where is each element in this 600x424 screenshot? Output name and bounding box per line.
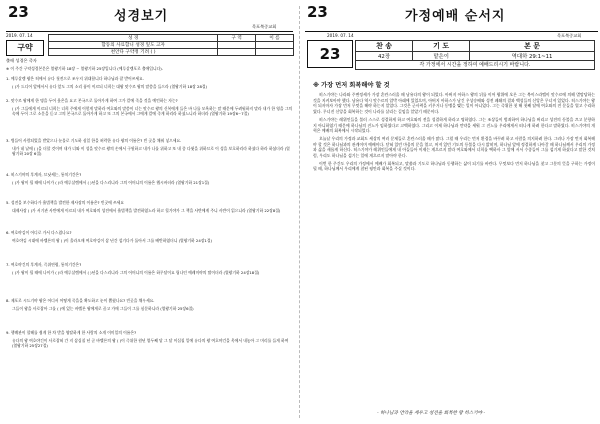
answer-5: 대제사장 ( )가 서기관 사반에게 이르되 내가 여호와의 성전에서 율법책을 발견하였노라 하고 힐기야가 그 책을 사반에게 주니 사반이 읽으니라 (열왕기하 22장8절) xyxy=(12,208,281,213)
answer-1: ( )가 드디어 앞에서서 유다 앞도 그의 소리 품이 이르되 너희는 대왕 앗수르 왕의 말씀을 들으라 (열왕기하 18장 28절) xyxy=(12,84,208,89)
header-cell xyxy=(256,42,294,49)
worship-order-table xyxy=(355,40,595,61)
col-bible: 성 경 xyxy=(49,35,218,42)
divider xyxy=(305,31,598,32)
issue-number: 23 xyxy=(8,3,29,21)
question-3: 3. 병들어 사람되었을 받았으나 눈물로 기도하 심일 한을 허락한 유다 왕의 이름은? 빈 곳을 채워 넣으세요. xyxy=(6,138,182,143)
question-4: 4. 히스기야의 후계자, 므낫세는, 통치기간은? xyxy=(6,172,82,177)
question-7: 7. 여호야긴의 후계자, 즉위연령, 통치기간은? xyxy=(6,262,82,267)
header-cell xyxy=(218,49,256,56)
answer-4: ( )가 왕이 될 때에 나이가 ( )라 예루살렘에서 ( )년을 다스리니라 그의 어머니의 이름은 헵시바더라 (열왕기하 21장1절) xyxy=(12,180,210,185)
church-name: 목포북중교회 xyxy=(252,24,277,29)
date: 2019. 07. 14 xyxy=(6,33,33,38)
family-worship-page xyxy=(305,0,598,424)
hymn-value: 42장 xyxy=(356,52,413,61)
page-fold xyxy=(299,6,300,418)
col-hymn: 찬 송 xyxy=(356,41,413,52)
church-name: 목포북중교회 xyxy=(557,33,582,38)
section-label: 구약 xyxy=(6,40,44,56)
col-prayer: 기 도 xyxy=(413,41,470,52)
instruction-banner: 각 가정에서 시간을 정하여 예배드리시기 바랍니다. xyxy=(355,60,595,70)
sermon-body xyxy=(313,92,595,172)
answer-6: 여호야김 시대에 바벨론의 왕 ( )이 올라오매 여호야김이 삼 년간 섬기다가 돌아서 그를 배반하였더니 (열왕기하 24장1절) xyxy=(12,238,212,243)
question-6: 6. 여호야김이 어디로 가서 다스렸나요? xyxy=(6,230,72,235)
issue-box: 23 xyxy=(307,40,353,68)
answer-8: 그들이 왕을 사로잡아 그를 ( )에 있는 바벨론 왕에게로 끌고 가매 그들이 그를 심문하니라 (열왕기하 25장6절) xyxy=(12,306,194,311)
paragraph: 히스기야는 나라와 주변정세가 가장 혼란스러울 때 남유다의 왕이 되었다. 아버지 아하스 왕의 뒤를 이어 왕위에 오른 그는 북이스라엘이 앗수르에 의해 멸망당하는 것을 지켜보아야 했다. 남유다 역시 앗수르의 압박 아래에 있었으며, 아버지 아하스가 남긴 우상숭배와 성전 폐쇄의 결과 백성들의 신앙은 무너져 있었다. 히스기야는 왕이 되자마자 가장 먼저 무엇을 해야 하는지 알았다. 그것은 군사력을 키우거나 동맹을 맺는 일이 아니었다. 그는 즉위한 첫 해 첫째 달에 여호와의 전 문들을 열고 수리하였다. 무너진 신앙을 회복하는 것이 나라를 살리는 길임을 알았기 때문이다. xyxy=(313,92,595,115)
answer-9: 유다의 왕 여호야긴이 사로잡혀 간 지 삼십칠 년 곧 바벨론의 왕 ( )이 즉위한 원년 열두째 달 그 달 이십칠 일에 유다의 왕 여호야긴을 옥에서 내놓아 그 머리를 들게 하여 (열왕기하 25장27절) xyxy=(12,338,289,349)
question-5: 5. 성전을 보수하다가 율법책을 발견한 제사장의 이름은? 빈곳에 쓰세요 xyxy=(6,200,124,205)
question-9: 9. 행례관이 할해를 쉽게 한 차 받을 영탈하게 한 사람의 소개 이미일의 이름은? xyxy=(6,330,137,335)
header-cell xyxy=(256,49,294,56)
text-value: 역대하 29:1~11 xyxy=(470,52,595,61)
bible-reading-page xyxy=(2,0,295,424)
sermon-heading: ※ 가장 먼저 회복해야 할 것 xyxy=(313,82,390,89)
page-title: 가정예배 순서지 xyxy=(405,9,506,24)
divider xyxy=(6,31,293,32)
paragraph: 히스기야는 레위인들을 불러 스스로 성결하게 하고 여호와의 전을 성결하게 하라고 명하였다. 그는 조상들이 범죄하여 하나님을 버리고 성전의 등불을 끄고 분향하지 아니하였기 때문에 하나님의 진노가 임하였다고 고백하였다. 그리고 이제 하나님과 언약을 세워 그 진노를 우리에게서 떠나게 하려 한다고 말하였다. 히스기야의 개혁은 예배의 회복에서 시작되었다. xyxy=(313,116,595,134)
question-2: 2. 앗수르 왕에게 한 명을 두어 웃은을 요고 본국으로 돌아가게 하여 그가 칼에 죽을 것을 예언하는 자는? xyxy=(6,98,178,103)
paragraph: 오늘날 우리의 가정과 교회도 세상의 여러 문제들로 혼란스러울 때가 많다. 그럴 때 우리는 먼저 환경을 바꾸려 하고 사람을 의지하려 한다. 그러나 가장 먼저 회복해야 할 것은 하나님과의 관계이며 예배이다. 닫혀 있던 마음의 문을 열고, 꺼져 있던 기도의 등불을 다시 밝히며, 하나님 앞에 정결하게 나아갈 때 하나님께서 우리의 가정과 삶을 새롭게 하신다. 히스기야가 레위인들에게 내 아들들아 이제는 게으르지 말라 여호와께서 너희를 택하사 그 앞에 서서 수종들어 그를 섬기게 하셨다고 말한 것처럼, 우리도 하나님을 섬기는 일에 게으르지 말아야 한다. xyxy=(313,135,595,159)
question-1: 1. 예루살렘 왕은 히에서 유다 첫전으로 조우지 위대합니다 하나님과 잘 받어쓰세요. xyxy=(6,76,144,81)
issue-number: 23 xyxy=(307,3,328,21)
col-text: 본 문 xyxy=(470,41,595,52)
footer-caption: - 하나님과 언약을 세우고 성전을 회복한 왕 히스기야 - xyxy=(377,411,486,416)
intro-text: ※ 이 주간 구약성경본문은 열왕기하 18장 ~ 열왕기하 25장입니다 (예루살렘포로 출애입니다). xyxy=(6,66,163,71)
page-title: 성경보기 xyxy=(114,9,169,24)
col-district: 구 역 xyxy=(218,35,256,42)
date: 2019. 07. 14 xyxy=(327,33,354,38)
question-8: 8. 제포로 시드기야 왕은 어디서 어떻게 죽을을 확도하고 눈이 뽑혔나요? 빈곳을 채우세요. xyxy=(6,298,155,303)
header-cell: 천안다 구약정 기려 ( ) xyxy=(49,49,218,56)
paragraph: 이번 한 주간도 우리의 가정에서 예배가 회복되고, 말씀과 기도로 하나님과 동행하는 삶이 되기를 바란다. 무엇보다 먼저 하나님을 찾고 그분의 뜻을 구하는 가정이 될 때, 하나님께서 우리에게 참된 평안과 회복을 주실 것이다. xyxy=(313,160,595,172)
header-cell: 합동의 사료합니 성경 잎도 고자 xyxy=(49,42,218,49)
answer-3: 내가 네 날에 ( )을 더할 것이며 내가 너와 이 성을 앗수르 왕의 손에서 구원하고 내가 나를 위하고 또 내 종 다윗을 위하므로 이 성을 보호하리라 하셨다 하라 하셨더라 (열왕기하 20장 6절) xyxy=(12,146,290,157)
section-subtitle: 출애 성경은 죽자 xyxy=(6,58,37,63)
prayer-value: 맡은이 xyxy=(413,52,470,61)
col-name: 이 름 xyxy=(256,35,294,42)
answer-7: ( )가 왕이 될 때에 나이가 ( )라 예루살렘에서 ( )년을 다스리니라 그의 어머니의 이름은 하무달이요 립나인 예레미야의 딸이더라 (열왕기하 24장18절) xyxy=(12,270,260,275)
header-table xyxy=(48,34,294,56)
answer-2: ( )가 그들에게 이르되 너희는 너희 주에게 이렇게 말하라 여호와의 말씀이 너는 앗수르 왕의 신복에게 들은 바 나를 모욕하는 말 때문에 두려워하지 말라 내가 한 영을 그의 속에 두어 그로 소문을 듣고 그의 본국으로 돌아가게 하고 또 그의 본국에서 그에게 칼에 죽게 하리라 하셨느니라 하더라 (열왕기하 19장6~7절) xyxy=(12,106,293,117)
header-cell xyxy=(218,42,256,49)
